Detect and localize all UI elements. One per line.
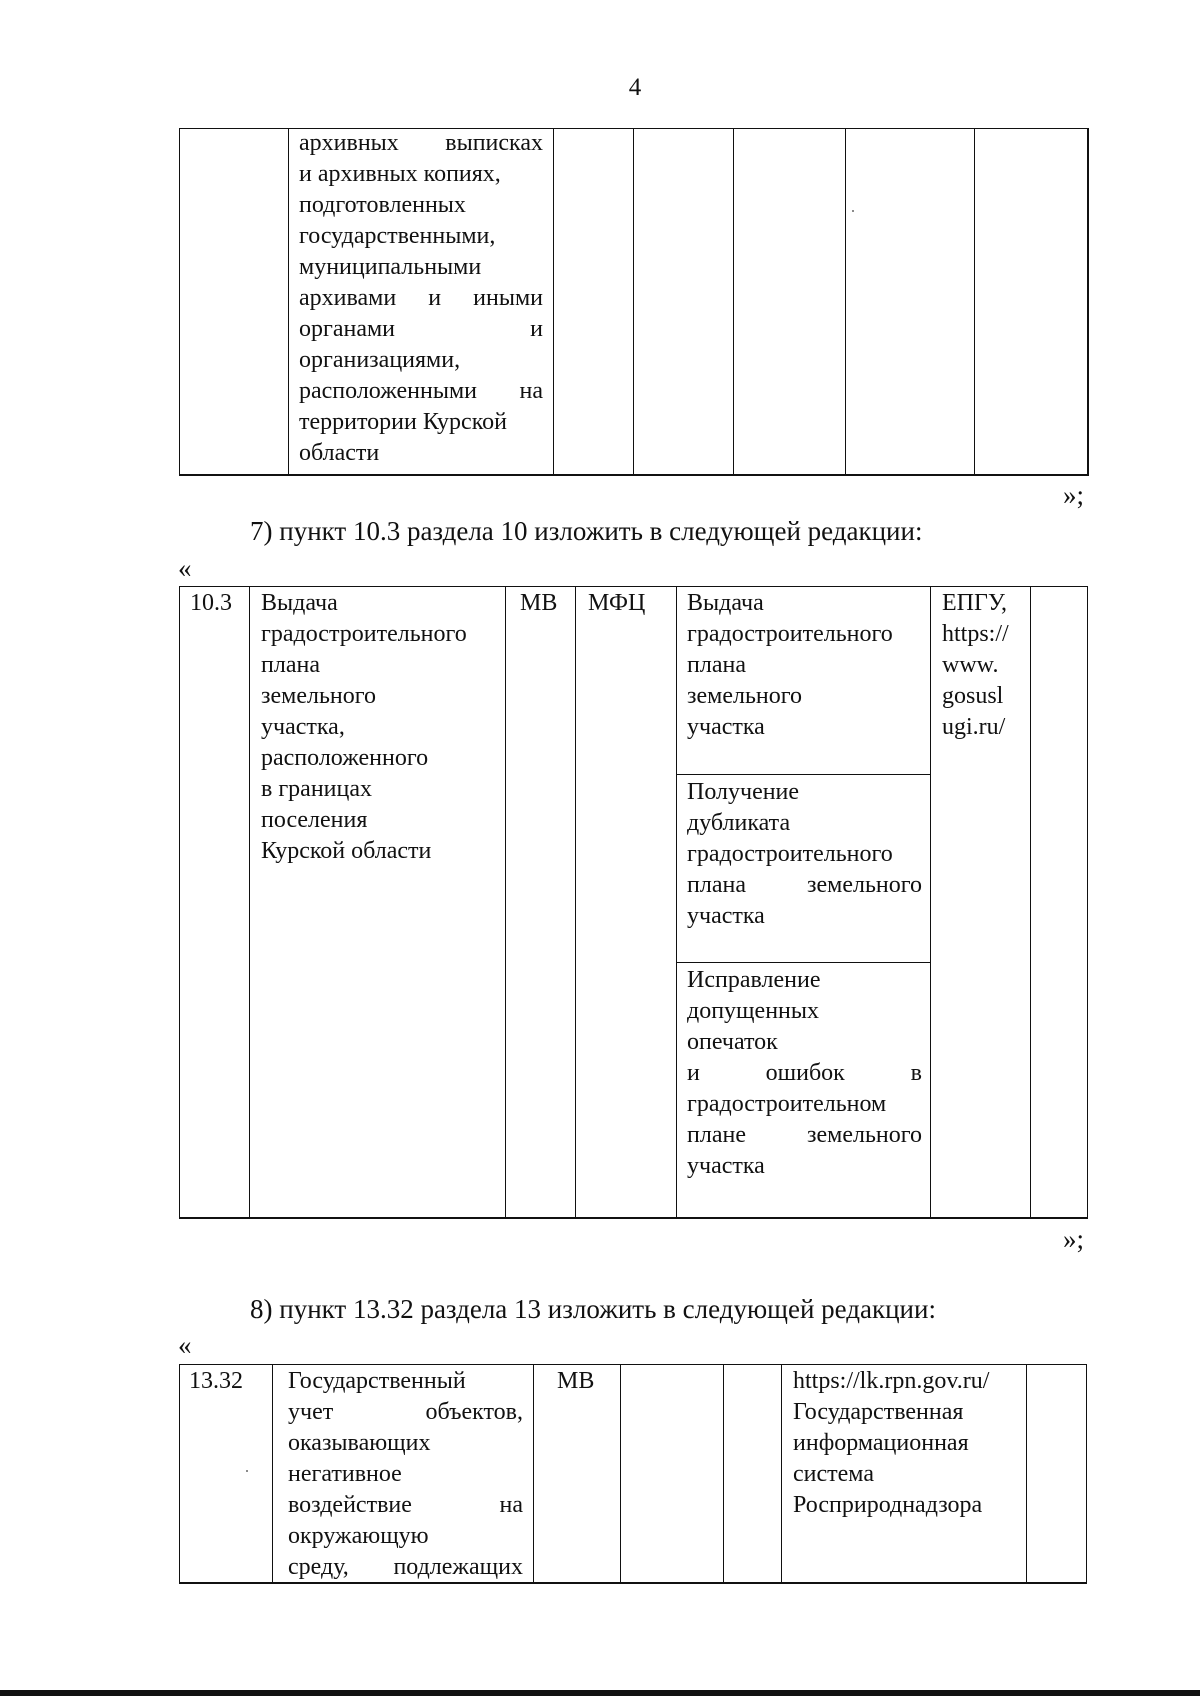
row-number-cell: [180, 1364, 272, 1397]
center-cell: [576, 586, 676, 619]
text-line: участка: [687, 714, 765, 740]
row-number: 10.3: [190, 590, 232, 616]
text-line: плана: [687, 652, 746, 678]
text-line: опечаток: [687, 1029, 778, 1055]
text-line: участка: [687, 903, 765, 929]
text-line: области: [299, 440, 380, 466]
authority-cell: [506, 586, 575, 619]
subservice-duplicate-cell: [677, 775, 930, 932]
text-line: архивами и иными: [299, 285, 543, 311]
text-line: среду, подлежащих: [288, 1554, 523, 1580]
text-line: ugi.ru/: [942, 714, 1006, 740]
closing-quote-7: »;: [1063, 1224, 1085, 1254]
text-line: оказывающих: [288, 1430, 431, 1456]
text-line: дубликата: [687, 810, 791, 836]
subservice-correction-cell: [677, 963, 930, 1182]
text-line: градостроительном: [687, 1091, 887, 1117]
item7-heading: 7) пункт 10.3 раздела 10 изложить в следующей редакции:: [250, 516, 923, 546]
system-cell: [782, 1364, 1026, 1521]
portal-cell: [931, 586, 1030, 743]
scan-bottom-edge: [0, 1690, 1200, 1696]
subservice-issue-cell: [677, 586, 930, 743]
center-code: МФЦ: [588, 590, 646, 616]
text-line: Исправление: [687, 967, 821, 993]
authority-cell: [534, 1364, 620, 1397]
text-line: участка,: [261, 714, 345, 740]
text-line: плане земельного: [687, 1122, 922, 1148]
opening-quote-8: «: [178, 1330, 192, 1360]
closing-quote-1: »;: [1063, 480, 1085, 510]
text-line: организациями,: [299, 347, 461, 373]
service-name-cell: [250, 586, 505, 867]
text-line: Росприроднадзора: [793, 1492, 983, 1518]
text-line: негативное: [288, 1461, 402, 1487]
text-line: земельного: [687, 683, 802, 709]
text-line: Курской области: [261, 838, 432, 864]
opening-quote-7: «: [178, 553, 192, 583]
text-line: окружающую: [288, 1523, 429, 1549]
text-line: система: [793, 1461, 874, 1487]
text-line: участка: [687, 1153, 765, 1179]
text-line: Выдача: [261, 590, 338, 616]
text-line: информационная: [793, 1430, 969, 1456]
text-line: www.: [942, 652, 999, 678]
text-line: Выдача: [687, 590, 764, 616]
text-line: учет объектов,: [288, 1399, 523, 1425]
text-line: ЕПГУ,: [942, 590, 1007, 616]
text-line: допущенных: [687, 998, 819, 1024]
row-number-cell: [180, 586, 249, 619]
text-line: земельного: [261, 683, 376, 709]
text-line: Государственная: [793, 1399, 964, 1425]
text-line: плана: [261, 652, 320, 678]
archive-description-cell: [289, 128, 553, 469]
system-url: https://lk.rpn.gov.ru/: [793, 1368, 990, 1394]
service-name-cell: [273, 1364, 533, 1583]
text-line: градостроительного: [687, 841, 893, 867]
item8-heading: 8) пункт 13.32 раздела 13 изложить в следующей редакции:: [250, 1294, 936, 1324]
authority-code: МВ: [557, 1368, 595, 1394]
text-line: градостроительного: [687, 621, 893, 647]
text-line: органами и: [299, 316, 543, 342]
text-line: в границах: [261, 776, 373, 802]
text-line: воздействие на: [288, 1492, 523, 1518]
text-line: плана земельного: [687, 872, 922, 898]
text-line: и ошибок в: [687, 1060, 922, 1086]
authority-code: МВ: [520, 590, 558, 616]
text-line: Государственный: [288, 1368, 466, 1394]
text-line: подготовленных: [299, 192, 466, 218]
text-line: поселения: [261, 807, 368, 833]
row-number: 13.32: [189, 1368, 243, 1394]
text-line: https://: [942, 621, 1009, 647]
text-line: и архивных копиях,: [299, 161, 501, 187]
text-line: градостроительного: [261, 621, 467, 647]
text-line: государственными,: [299, 223, 496, 249]
text-line: архивных выписках: [299, 130, 543, 156]
text-line: муниципальными: [299, 254, 482, 280]
text-line: территории Курской: [299, 409, 507, 435]
text-line: gosusl: [942, 683, 1004, 709]
text-line: расположенными на: [299, 378, 543, 404]
text-line: Получение: [687, 779, 800, 805]
page-number: 4: [628, 74, 642, 101]
text-line: расположенного: [261, 745, 429, 771]
